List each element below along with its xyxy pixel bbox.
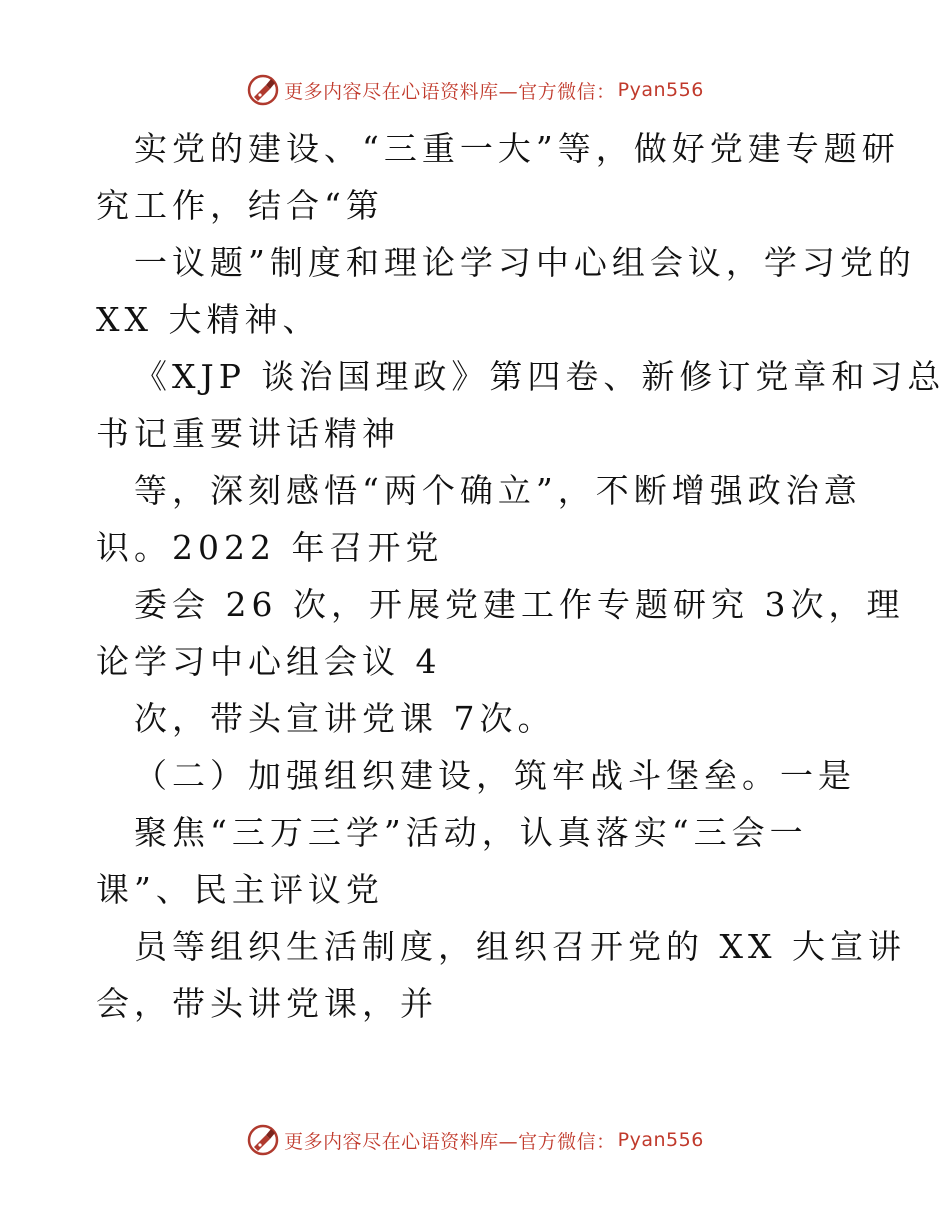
text-line: 等，深刻感悟“两个确立”，不断增强政治意	[134, 471, 862, 510]
banner-wechat-id: Pyan556	[617, 79, 704, 101]
text-line: 究工作，结合“第	[96, 186, 384, 225]
text-line: 识。2022 年召开党	[96, 528, 444, 567]
footer-banner	[0, 1120, 950, 1160]
text-line: XX 大精神、	[96, 300, 321, 339]
text-line: 课”、民主评议党	[96, 870, 384, 909]
pen-nib-logo-icon	[246, 73, 280, 107]
text-line: （二）加强组织建设，筑牢战斗堡垒。一是	[134, 756, 856, 795]
document-body	[96, 120, 946, 1032]
text-line: 聚焦“三万三学”活动，认真落实“三会一	[134, 813, 808, 852]
header-banner	[0, 70, 950, 110]
banner-wechat-id: Pyan556	[617, 1129, 704, 1151]
text-line: 一议题”制度和理论学习中心组会议，学习党的	[134, 243, 916, 282]
banner-text: 更多内容尽在心语资料库—官方微信：	[284, 1130, 616, 1153]
pen-nib-logo-icon	[246, 1123, 280, 1157]
text-line: 书记重要讲话精神	[96, 414, 400, 453]
text-line: 委会 26 次，开展党建工作专题研究 3次，理	[134, 585, 905, 624]
banner-text: 更多内容尽在心语资料库—官方微信：	[284, 80, 616, 103]
text-line: 会，带头讲党课，并	[96, 984, 438, 1023]
text-line: 员等组织生活制度，组织召开党的 XX 大宣讲	[134, 927, 906, 966]
text-line: 论学习中心组会议 4	[96, 642, 442, 681]
text-line: 次，带头宣讲党课 7次。	[134, 699, 556, 738]
text-line: 实党的建设、“三重一大”等，做好党建专题研	[134, 129, 900, 168]
text-line: 《XJP 谈治国理政》第四卷、新修订党章和习总	[134, 357, 946, 396]
